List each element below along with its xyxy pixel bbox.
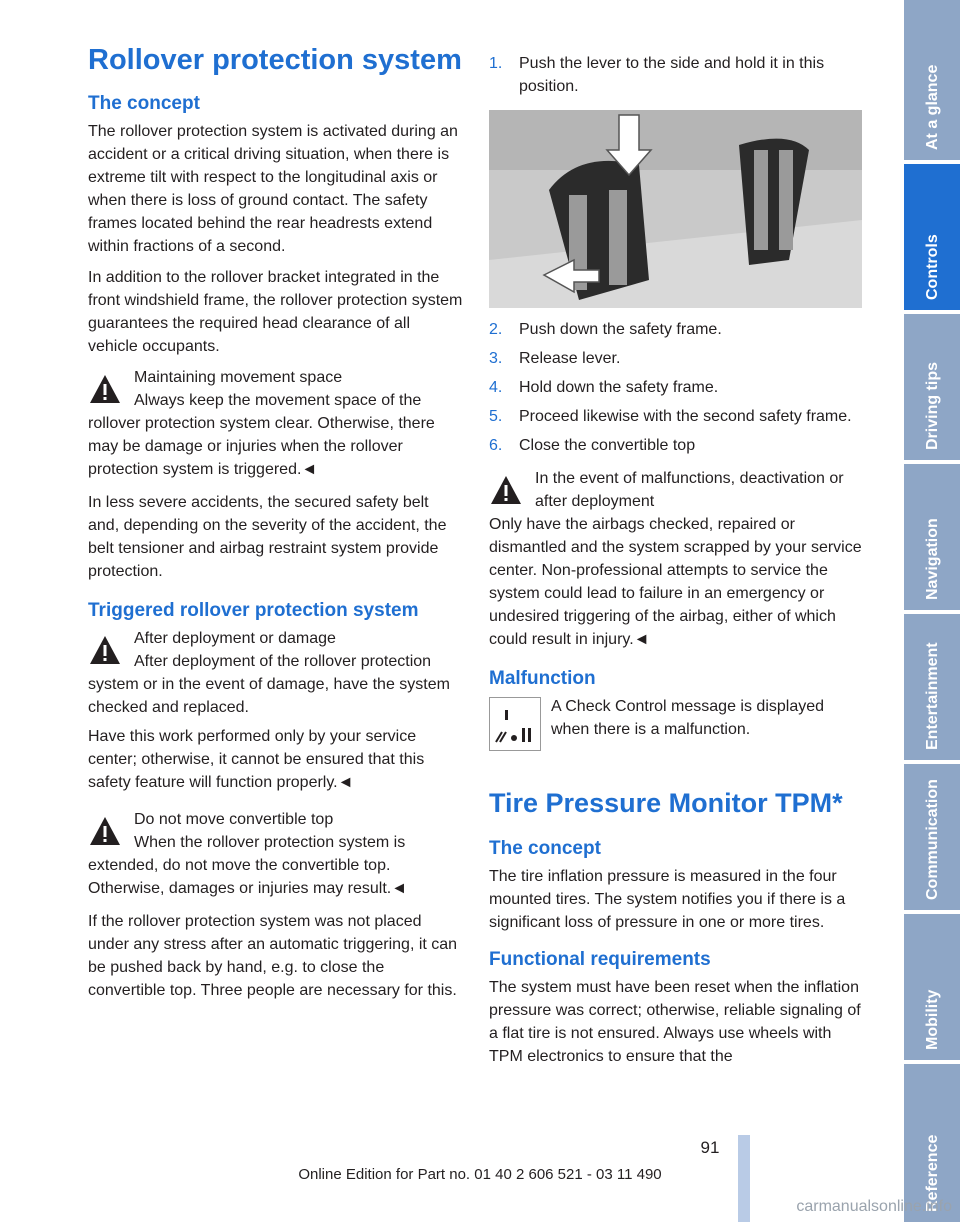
list-item: 2. Push down the safety frame.: [489, 321, 722, 338]
warning-title: In the event of malfunctions, deactivation or after deployment: [535, 470, 844, 510]
warning-title: Do not move convertible top: [134, 811, 334, 828]
list-item: 1. Push the lever to the side and hold it in this position.: [489, 55, 825, 95]
check-control-icon: [489, 697, 541, 751]
page-title: Rollover protection system: [88, 44, 462, 76]
list-item: 5. Proceed likewise with the second safety frame.: [489, 408, 852, 425]
warning-triangle-icon: [489, 473, 523, 507]
warning-body: After deployment of the rollover protection system or in the event of damage, have the system checked and replaced.: [88, 653, 450, 716]
list-item: 6. Close the convertible top: [489, 437, 696, 454]
functional-requirements-heading: Functional requirements: [489, 949, 711, 970]
rollover-lever-illustration: [489, 110, 862, 308]
concept-heading: The concept: [88, 93, 200, 114]
warning-malfunctions: [489, 467, 862, 651]
concept-paragraph-2: In addition to the rollover bracket integrated in the front windshield frame, the rollover protection system guarantees the required head clearance of all vehicle occupants.: [88, 269, 463, 355]
tpm-concept-text: The tire inflation pressure is measured in the four mounted tires. The system notifies you if there is a significant loss of pressure in one or more tires.: [489, 868, 846, 931]
chapter-tabs: [904, 0, 960, 1222]
warning-convertible-top: [88, 808, 464, 900]
tpm-concept-heading: The concept: [489, 838, 601, 859]
warning-triangle-icon: [88, 372, 122, 406]
warning-title: After deployment or damage: [134, 630, 336, 647]
warning-movement-space: [88, 366, 464, 481]
paragraph-push-back: If the rollover protection system was not placed under any stress after an automatic triggering, it can be pushed back by hand, e.g. to close the convertible top. Three people are necessary for this.: [88, 913, 458, 999]
malfunction-block: [489, 695, 862, 755]
tab-controls[interactable]: Controls: [904, 164, 960, 310]
tab-at-a-glance[interactable]: At a glance: [904, 0, 960, 160]
tab-mobility[interactable]: Mobility: [904, 914, 960, 1060]
tab-entertainment[interactable]: Entertainment: [904, 614, 960, 760]
list-item: 4. Hold down the safety frame.: [489, 379, 719, 396]
rollover-lever-photo: [489, 110, 862, 308]
warning-after-deployment: [88, 627, 464, 794]
steps-list-continued: [489, 318, 862, 457]
paragraph-less-severe: In less severe accidents, the secured safety belt and, depending on the severity of the accident, the belt tensioner and airbag restraint system provide protection.: [88, 494, 447, 580]
warning-title: Maintaining movement space: [134, 369, 343, 386]
right-column: [489, 52, 862, 1076]
malfunction-heading: Malfunction: [489, 668, 596, 689]
tab-driving-tips[interactable]: Driving tips: [904, 314, 960, 460]
page-number: 91: [700, 1138, 720, 1157]
footer-edition: Online Edition for Part no. 01 40 2 606 521 - 03 11 490: [298, 1166, 662, 1183]
left-column: [88, 42, 464, 1010]
warning-body-2: Have this work performed only by your service center; otherwise, it cannot be ensured that this safety feature will function properly.◄: [88, 728, 425, 791]
tab-reference[interactable]: Reference: [904, 1064, 960, 1222]
list-item: 3. Release lever.: [489, 350, 621, 367]
warning-body: Always keep the movement space of the rollover protection system clear. Otherwise, there may be damage or injuries when the rollover protection system is triggered.◄: [88, 392, 435, 478]
steps-list: [489, 52, 862, 98]
triggered-heading: Triggered rollover protection system: [88, 600, 419, 621]
tpm-title: Tire Pressure Monitor TPM*: [489, 788, 843, 818]
concept-paragraph-1: The rollover protection system is activated during an accident or a critical driving situation, when there is extreme tilt with respect to the longitudinal axis or when there is loss of ground contact. The safety frames located behind the rear headrests extend within fractions of a second.: [88, 123, 458, 255]
warning-triangle-icon: [88, 814, 122, 848]
tab-communication[interactable]: Communication: [904, 764, 960, 910]
tab-navigation[interactable]: Navigation: [904, 464, 960, 610]
warning-body: Only have the airbags checked, repaired or dismantled and the system scrapped by your service center. Non-professional attempts to service the system could lead to failure in an emergency or undesired triggering of the airbag, either of which could result in injury.◄: [489, 516, 862, 648]
watermark: carmanualsonline.info: [796, 1198, 952, 1215]
functional-requirements-text: The system must have been reset when the inflation pressure was correct; otherwise, reliable signaling of a flat tire is not ensured. Always use wheels with TPM electronics to ensure that the: [489, 979, 861, 1065]
warning-body: When the rollover protection system is extended, do not move the convertible top. Otherwise, damages or injuries may result.◄: [88, 834, 408, 897]
malfunction-text: A Check Control message is displayed when there is a malfunction.: [551, 698, 825, 738]
warning-triangle-icon: [88, 633, 122, 667]
